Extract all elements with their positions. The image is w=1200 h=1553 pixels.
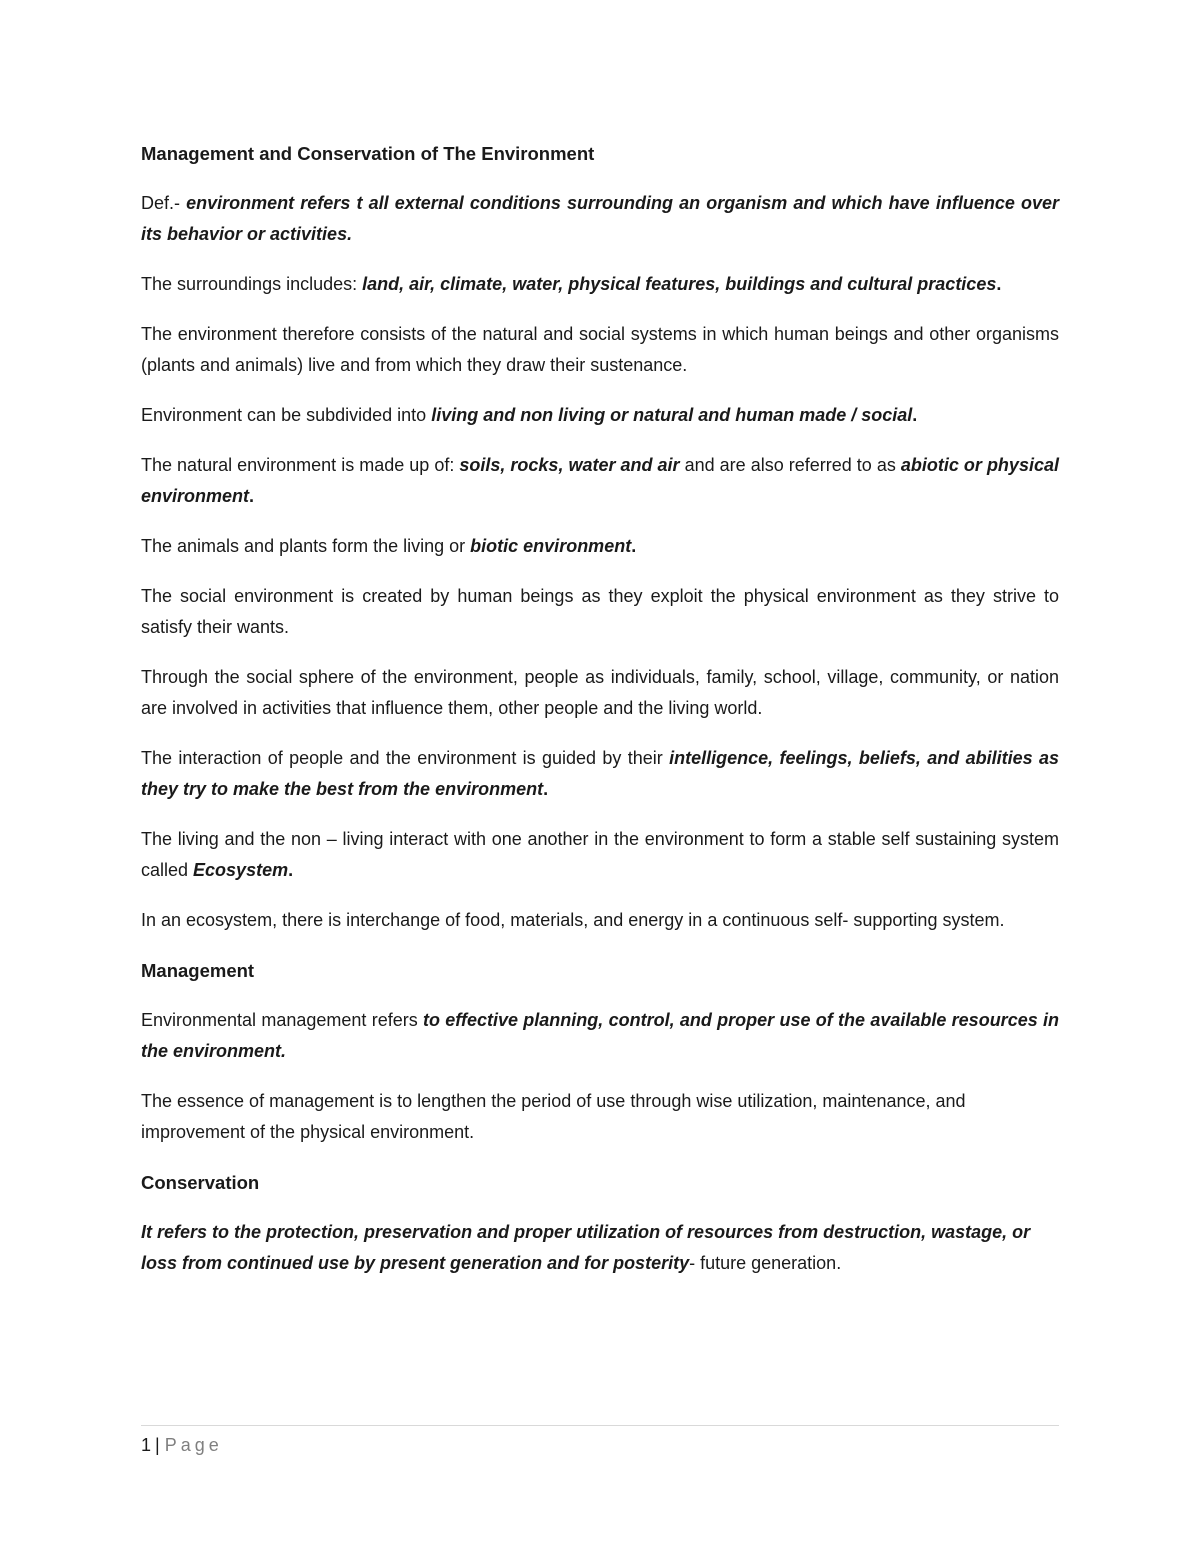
footer-divider xyxy=(141,1425,1059,1426)
social-environment-paragraph: The social environment is created by human beings as they exploit the physical environment as they strive to satisfy their wants. xyxy=(141,586,1059,637)
subdivided-items: living and non living or natural and human made / social xyxy=(431,405,913,425)
natural-end: . xyxy=(249,486,255,506)
footer-separator: | xyxy=(155,1435,160,1455)
management-def-lead: Environmental management refers xyxy=(141,1010,424,1030)
surroundings-end: . xyxy=(996,274,1002,294)
social-sphere-paragraph: Through the social sphere of the environment, people as individuals, family, school, village, community, or nation are involved in activities that influence them, other people and the living world. xyxy=(141,667,1059,718)
ecosystem-term: Ecosystem xyxy=(193,860,289,880)
biotic-paragraph xyxy=(141,531,1059,562)
conservation-term: It refers to the protection, preservation and proper utilization of resources from destruction, wastage, or loss from continued use by present generation and for posterity xyxy=(141,1222,1031,1273)
ecosystem-end: . xyxy=(288,860,294,880)
natural-lead: The natural environment is made up of: xyxy=(141,455,460,475)
definition-text: environment refers t all external conditions surrounding an organism and which have influence over its behavior or activities. xyxy=(141,193,1059,244)
environment-consists-paragraph: The environment therefore consists of the natural and social systems in which human beings and other organisms (plants and animals) live and from which they draw their sustenance. xyxy=(141,324,1059,375)
document-title: Management and Conservation of The Environment xyxy=(141,143,595,164)
biotic-term: biotic environment xyxy=(470,536,632,556)
subdivided-end: . xyxy=(912,405,918,425)
surroundings-paragraph xyxy=(141,269,1059,300)
page-footer xyxy=(141,1432,223,1458)
definition-label: Def.- xyxy=(141,193,187,213)
ecosystem-lead: The living and the non – living interact with one another in the environment to form a stable self sustaining system called xyxy=(141,829,1059,880)
interchange-paragraph: In an ecosystem, there is interchange of food, materials, and energy in a continuous self- supporting system. xyxy=(141,910,1005,930)
interaction-paragraph xyxy=(141,743,1059,805)
biotic-lead: The animals and plants form the living or xyxy=(141,536,471,556)
document-body xyxy=(141,138,1059,1298)
page-number: 1 xyxy=(141,1435,152,1455)
surroundings-items: land, air, climate, water, physical features, buildings and cultural practices xyxy=(362,274,997,294)
conservation-heading: Conservation xyxy=(141,1172,260,1193)
subdivided-lead: Environment can be subdivided into xyxy=(141,405,432,425)
subdivided-paragraph xyxy=(141,400,1059,431)
natural-items: soils, rocks, water and air xyxy=(459,455,680,475)
conservation-end: - future generation. xyxy=(689,1253,842,1273)
definition-paragraph xyxy=(141,188,1059,250)
interaction-lead: The interaction of people and the environment is guided by their xyxy=(141,748,670,768)
interaction-term: intelligence, feelings, beliefs, and abilities as they try to make the best from the environment xyxy=(141,748,1059,799)
interaction-end: . xyxy=(543,779,549,799)
natural-environment-paragraph xyxy=(141,450,1059,512)
ecosystem-paragraph xyxy=(141,824,1059,886)
natural-middle: and are also referred to as xyxy=(679,455,901,475)
management-def-term: to effective planning, control, and proper use of the available resources in the environment. xyxy=(141,1010,1060,1061)
natural-term: abiotic or physical environment xyxy=(141,455,1059,506)
surroundings-lead: The surroundings includes: xyxy=(141,274,363,294)
conservation-definition-paragraph xyxy=(141,1217,1059,1279)
biotic-end: . xyxy=(631,536,637,556)
management-essence-paragraph: The essence of management is to lengthen the period of use through wise utilization, maintenance, and improvement of the physical environment. xyxy=(141,1091,966,1142)
management-heading: Management xyxy=(141,960,255,981)
page-label: Page xyxy=(164,1435,223,1455)
management-definition-paragraph xyxy=(141,1005,1059,1067)
